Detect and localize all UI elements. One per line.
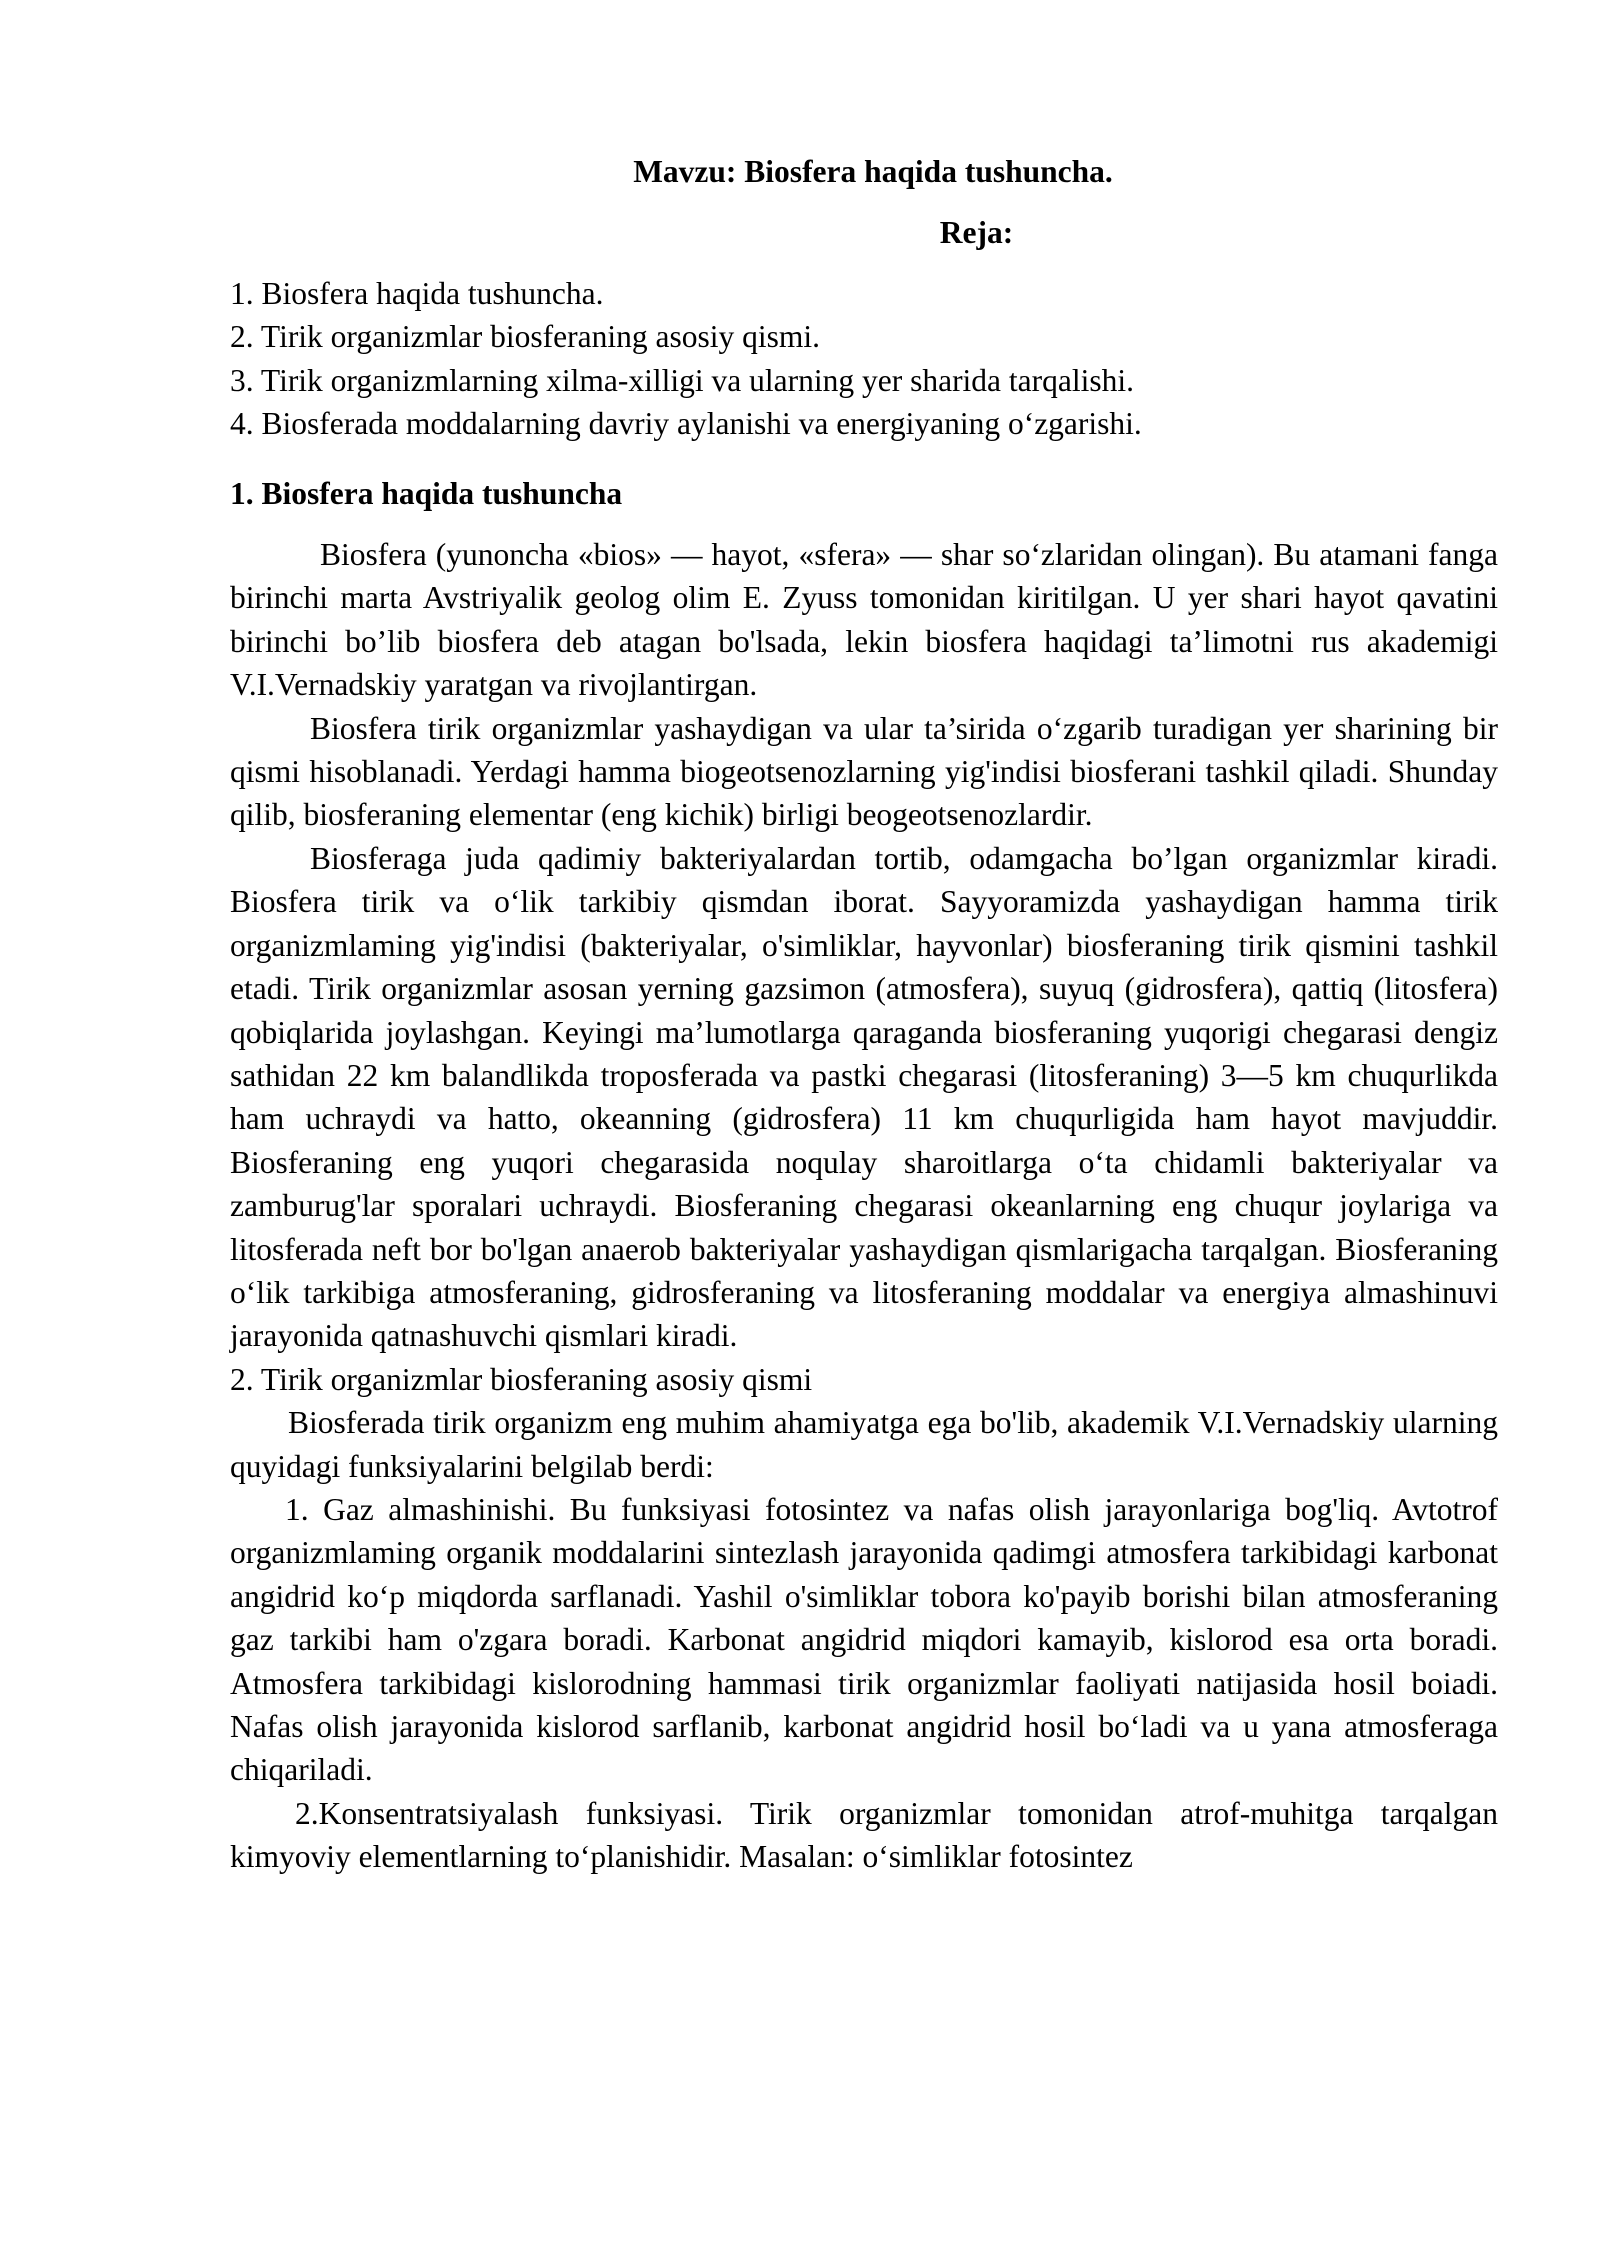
plan-item: 1. Biosfera haqida tushuncha. [230,276,604,311]
paragraph: Biosferaga juda qadimiy bakteriyalardan tortib, odamgacha bo’lgan organizmlar kiradi. Biosfera tirik va o‘lik tarkibiy qismdan iborat. Sayyoramizda yashaydigan hamma tirik organizmlaming yig'indisi (bakteriyalar, o'simliklar, hayvonlar) biosferaning tirik qismini tashkil etadi. Tirik organizmlar asosan yerning gazsimon (atmosfera), suyuq (gidrosfera), qattiq (litosfera) qobiqlarida joylashgan. Keyingi ma’lumotlarga qaraganda biosferaning yuqorigi chegarasi dengiz sathidan 22 km balandlikda troposferada va pastki chegarasi (litosferaning) 3—5 km chuqurlikda ham uchraydi va hatto, okeanning (gidrosfera) 11 km chuqurligida ham hayot mavjuddir. Biosferaning eng yuqori chegarasida noqulay sharoitlarga o‘ta chidamli bakteriyalar va zamburug'lar sporalari uchraydi. Biosferaning chegarasi okeanlarning eng chuqur joylariga va litosferada neft bor bo'lgan anaerob bakteriyalar yashaydigan qismlarigacha tarqalgan. Biosferaning o‘lik tarkibiga atmosferaning, gidrosferaning va litosferaning moddalar va energiya almashinuvi jarayonida qatnashuvchi qismlari kiradi. [230,840,1498,1354]
paragraph: Biosferada tirik organizm eng muhim ahamiyatga ega bo'lib, akademik V.I.Vernadskiy ularning quyidagi funksiyalarini belgilab berdi: [230,1405,1498,1484]
paragraph: 1. Gaz almashinishi. Bu funksiyasi fotosintez va nafas olish jarayonlariga bog'liq. Avtotrof organizmlaming organik moddalarini sintezlash jarayonida qadimgi atmosfera tarkibidagi karbonat angidrid ko‘p miqdorda sarflanadi. Yashil o'simliklar tobora ko'payib borishi bilan atmosferaning gaz tarkibi ham o'zgara boradi. Karbonat angidrid miqdori kamayib, kislorod esa orta boradi. Atmosfera tarkibidagi kislorodning hammasi tirik organizmlar faoliyati natijasida hosil boiadi. Nafas olish jarayonida kislorod sarflanib, karbonat angidrid hosil bo‘ladi va u yana atmosferaga chiqariladi. [230,1491,1498,1788]
document-title: Mavzu: Biosfera haqida tushuncha. [633,154,1113,189]
paragraph: Biosfera (yunoncha «bios» — hayot, «sfera» — shar so‘zlaridan olingan). Bu atamani fanga birinchi marta Avstriyalik geolog olim E. Zyuss tomonidan kiritilgan. U yer shari hayot qavatini birinchi bo’lib biosfera deb atagan bo'lsada, lekin biosfera haqidagi ta’limotni rus akademigi V.I.Vernadskiy yaratgan va rivojlantirgan. [230,537,1498,703]
plan-list [230,272,1498,446]
plan-item: 2. Tirik organizmlar biosferaning asosiy qismi. [230,319,821,355]
paragraph: Biosfera tirik organizmlar yashaydigan va ular ta’sirida o‘zgarib turadigan yer sharining bir qismi hisoblanadi. Yerdagi hamma biogeotsenozlarning yig'indisi biosferani tashkil qiladi. Shunday qilib, biosferaning elementar (eng kichik) birligi beogeotsenozlardir. [230,710,1498,833]
plan-title: Reja: [939,215,1014,250]
paragraph: 2.Konsentratsiyalash funksiyasi. Tirik organizmlar tomonidan atrof-muhitga tarqalgan kimyoviy elementlarning to‘planishidir. Masalan: o‘simliklar fotosintez [230,1795,1498,1875]
section-heading-1: 1. Biosfera haqida tushuncha [230,475,623,511]
plan-item: 3. Tirik organizmlarning xilma-xilligi va ularning yer sharida tarqalishi. [230,362,1135,398]
plan-item: 4. Biosferada moddalarning davriy aylanishi va energiyaning o‘zgarishi. [230,406,1142,442]
section-heading-2: 2. Tirik organizmlar biosferaning asosiy qismi [230,1361,813,1397]
document-page [230,150,1498,1879]
